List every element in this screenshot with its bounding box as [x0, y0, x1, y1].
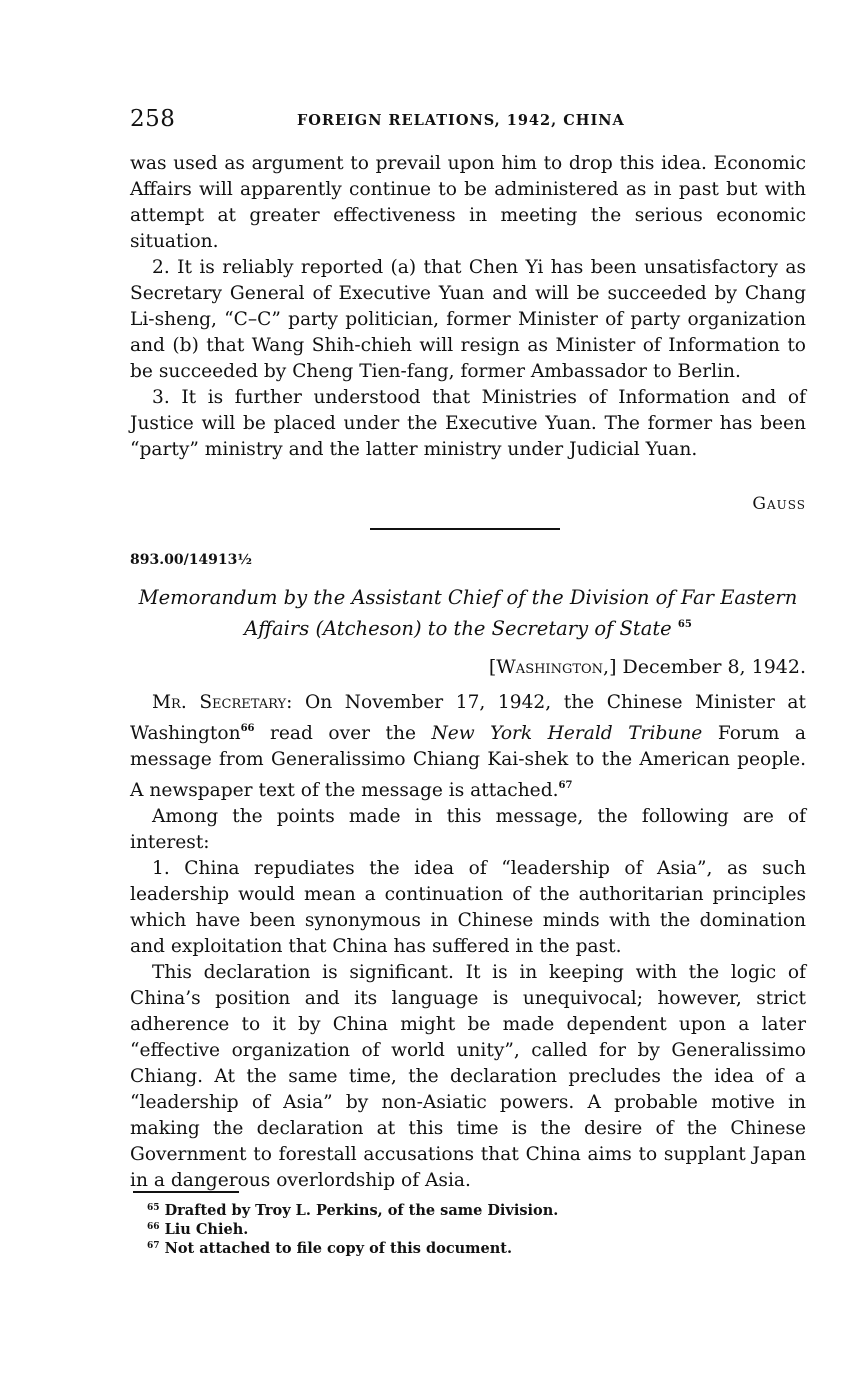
dateline-place: [Washington,]: [488, 656, 617, 678]
footnote-ref: 66: [240, 723, 255, 734]
footnote: [147, 1200, 558, 1219]
section-divider: [370, 528, 560, 530]
memo-title-line2: Affairs (Atcheson) to the Secretary of State: [244, 617, 672, 640]
dateline: [489, 656, 806, 678]
text-run: read over the: [270, 723, 416, 744]
footnote-text: Drafted by Troy L. Perkins, of the same Division.: [164, 1202, 559, 1219]
text-run: Forum a message from Generalissimo Chiang Kai-shek to the American people. A newspaper text of the message is attached.: [130, 723, 806, 801]
memo-body: [130, 690, 806, 1194]
previous-telegram-text: [130, 151, 806, 463]
running-head: FOREIGN RELATIONS, 1942, CHINA: [297, 112, 625, 129]
text-run: On November 17, 1942, the Chinese Minister at Washington: [130, 692, 806, 744]
page-header: [130, 106, 806, 136]
paragraph: 3. It is further understood that Ministries of Information and of Justice will be placed under the Executive Yuan. The former has been “party” ministry and the latter ministry under Judicial Yuan.: [130, 387, 806, 460]
footnote: [147, 1238, 558, 1257]
footnote: [147, 1219, 558, 1238]
paragraph: 2. It is reliably reported (a) that Chen Yi has been unsatisfactory as Secretary General of Executive Yuan and will be succeeded by Chang Li-sheng, “C–C” party politician, former Minister of party organization and (b) that Wang Shih-chieh will resign as Minister of Information to be succeeded by Cheng Tien-fang, former Ambassador to Berlin.: [130, 257, 806, 382]
footnotes: [147, 1200, 558, 1257]
memo-title-line1: Memorandum by the Assistant Chief of the Division of Far Eastern: [138, 586, 798, 609]
footnote-ref: 67: [558, 780, 573, 791]
footnote-number: 67: [147, 1241, 160, 1251]
memo-title: [130, 584, 806, 642]
dateline-date: December 8, 1942.: [622, 656, 806, 678]
paragraph: [130, 690, 806, 804]
file-number: 893.00/14913½: [130, 552, 253, 568]
salutation: Mr. Secretary:: [152, 692, 293, 713]
paragraph: was used as argument to prevail upon him to drop this idea. Economic Affairs will apparently continue to be administered as in past but with attempt at greater effectiveness in meeting the serious economic situation.: [130, 153, 806, 252]
paragraph: This declaration is significant. It is in keeping with the logic of China’s position and its language is unequivocal; however, strict adherence to it by China might be made dependent upon a later “effective organization of world unity”, called for by Generalissimo Chiang. At the same time, the declaration precludes the idea of a “leadership of Asia” by non-Asiatic powers. A probable motive in making the declaration at this time is the desire of the Chinese Government to forestall accusations that China aims to supplant Japan in a dangerous overlordship of Asia.: [130, 962, 806, 1191]
footnote-text: Liu Chieh.: [164, 1221, 249, 1238]
newspaper-title: New York Herald Tribune: [431, 723, 703, 744]
paragraph: Among the points made in this message, the following are of interest:: [130, 806, 806, 853]
paragraph: 1. China repudiates the idea of “leadership of Asia”, as such leadership would mean a continuation of the authoritarian principles which have been synonymous in Chinese minds with the domination and exploitation that China has suffered in the past.: [130, 858, 806, 957]
footnote-text: Not attached to file copy of this document.: [164, 1240, 513, 1257]
footnote-ref: 65: [677, 619, 692, 630]
page-number: 258: [130, 106, 176, 132]
footnote-number: 66: [147, 1222, 160, 1232]
footnote-divider: [133, 1191, 239, 1193]
footnote-number: 65: [147, 1203, 160, 1213]
signature: Gauss: [752, 494, 806, 514]
